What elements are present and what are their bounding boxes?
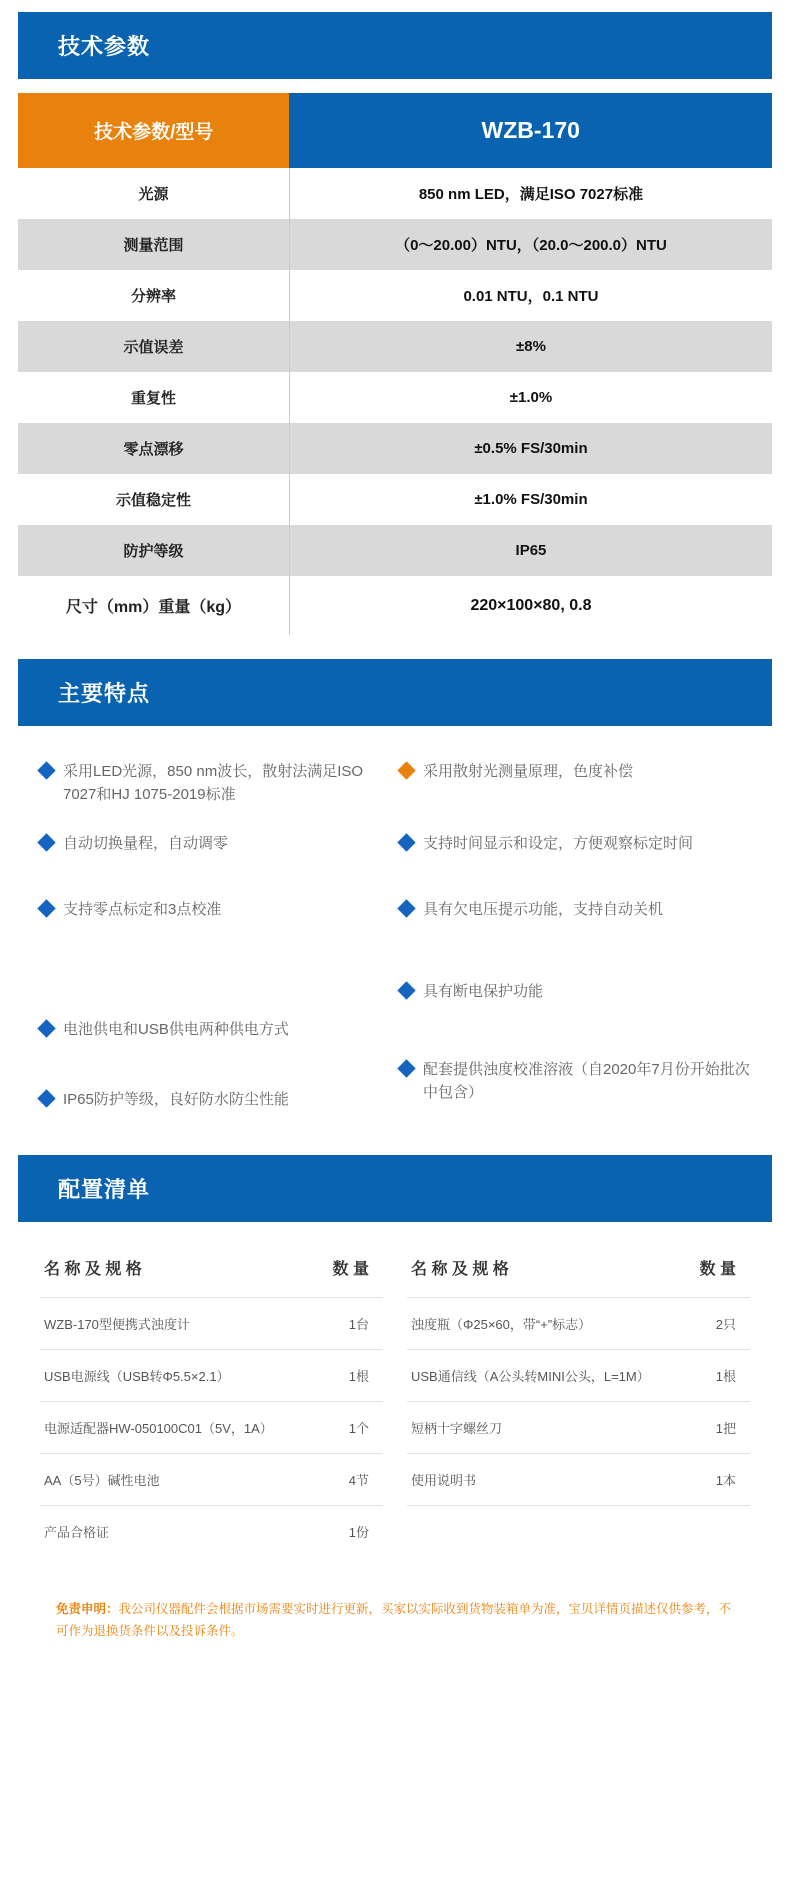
feature-text: 支持零点标定和3点校准: [63, 901, 222, 918]
feature-text: 自动切换量程，自动调零: [63, 835, 229, 852]
feature-text: 采用LED光源，850 nm波长，散射法满足ISO 7027和HJ 1075-2019标准: [63, 763, 364, 804]
list-item: [40, 1018, 390, 1088]
table-row: [18, 168, 772, 219]
spec-label: 测量范围: [18, 219, 289, 270]
table-row: [18, 219, 772, 270]
column-gap: [383, 1240, 407, 1298]
spec-value: ±8%: [289, 321, 772, 372]
list-item: [40, 1088, 390, 1111]
table-row: [18, 321, 772, 372]
spec-label: 零点漂移: [18, 423, 289, 474]
config-item-name: AA（5号）碱性电池: [40, 1454, 303, 1506]
spec-table-wrap: [18, 79, 772, 635]
features-grid: [40, 760, 750, 1111]
config-header-name-right: 名 称 及 规 格: [411, 1261, 509, 1279]
spec-value: ±0.5% FS/30min: [289, 423, 772, 474]
diamond-bullet-icon: [397, 833, 415, 851]
features-column-right: [400, 760, 750, 1111]
spec-table-header-row: [18, 93, 772, 168]
column-gap: [383, 1506, 407, 1558]
diamond-bullet-icon: [37, 1089, 55, 1107]
feature-text: 电池供电和USB供电两种供电方式: [63, 1021, 289, 1038]
list-item: [400, 832, 750, 898]
column-gap: [383, 1298, 407, 1350]
config-header-name-left: 名 称 及 规 格: [44, 1261, 142, 1279]
spec-value: 850 nm LED，满足ISO 7027标准: [289, 168, 772, 219]
disclaimer-label: 免责申明：: [56, 1602, 119, 1617]
config-item-name: 电源适配器HW-050100C01（5V，1A）: [40, 1402, 303, 1454]
list-item: [400, 760, 750, 832]
spec-value: IP65: [289, 525, 772, 576]
config-item-qty: 1根: [303, 1350, 383, 1402]
column-gap: [383, 1350, 407, 1402]
diamond-bullet-icon: [37, 833, 55, 851]
section-header-spec: 技术参数: [18, 12, 772, 79]
spec-value: 220×100×80, 0.8: [289, 576, 772, 635]
diamond-bullet-icon: [37, 1019, 55, 1037]
disclaimer-text: 我公司仪器配件会根据市场需要实时进行更新，买家以实际收到货物装箱单为准，宝贝详情页描述仅供参考，不可作为退换货条件以及投诉条件。: [56, 1602, 732, 1639]
list-item: [400, 898, 750, 980]
config-item-qty: 1台: [303, 1298, 383, 1350]
table-row: [40, 1454, 750, 1506]
spec-header-parameter: 技术参数/型号: [18, 93, 289, 168]
config-item-qty: 1个: [303, 1402, 383, 1454]
config-item-qty: 1根: [670, 1350, 750, 1402]
config-item-qty: 4节: [303, 1454, 383, 1506]
table-row: [18, 576, 772, 635]
table-row: [40, 1298, 750, 1350]
spec-label: 防护等级: [18, 525, 289, 576]
list-item: [40, 832, 390, 898]
table-row: [40, 1350, 750, 1402]
list-item: [40, 898, 390, 1018]
section-header-config: 配置清单: [18, 1155, 772, 1222]
section-header-features: 主要特点: [18, 659, 772, 726]
spec-header-model: WZB-170: [289, 93, 772, 168]
config-item-qty: [670, 1506, 750, 1558]
disclaimer: [18, 1585, 772, 1663]
table-row: [18, 474, 772, 525]
feature-text: 支持时间显示和设定，方便观察标定时间: [423, 835, 694, 852]
config-item-name: 浊度瓶（Φ25×60，带“+”标志）: [407, 1298, 670, 1350]
config-item-name: USB电源线（USB转Φ5.5×2.1）: [40, 1350, 303, 1402]
diamond-bullet-icon: [397, 761, 415, 779]
table-row: [18, 372, 772, 423]
diamond-bullet-icon: [37, 761, 55, 779]
column-gap: [383, 1402, 407, 1454]
config-table: [40, 1240, 750, 1557]
feature-text: 具有断电保护功能: [423, 983, 544, 1000]
diamond-bullet-icon: [397, 1059, 415, 1077]
spec-value: ±1.0% FS/30min: [289, 474, 772, 525]
features-section: [18, 726, 772, 1137]
config-item-qty: 2只: [670, 1298, 750, 1350]
diamond-bullet-icon: [397, 899, 415, 917]
config-item-name: 使用说明书: [407, 1454, 670, 1506]
config-header-qty-left: 数 量: [332, 1261, 369, 1279]
spec-label: 示值误差: [18, 321, 289, 372]
config-item-name: 产品合格证: [40, 1506, 303, 1558]
config-item-name: USB通信线（A公头转MINI公头，L=1M）: [407, 1350, 670, 1402]
table-row: [18, 525, 772, 576]
spec-value: ±1.0%: [289, 372, 772, 423]
spec-label: 示值稳定性: [18, 474, 289, 525]
feature-text: 具有欠电压提示功能，支持自动关机: [423, 901, 664, 918]
diamond-bullet-icon: [37, 899, 55, 917]
feature-text: 采用散射光测量原理，色度补偿: [423, 763, 634, 780]
table-row: [18, 423, 772, 474]
config-section: [18, 1222, 772, 1567]
config-item-qty: 1把: [670, 1402, 750, 1454]
config-header-row: [40, 1240, 750, 1298]
config-item-qty: 1本: [670, 1454, 750, 1506]
spec-value: （0～20.00）NTU，（20.0～200.0）NTU: [289, 219, 772, 270]
config-header-qty-right: 数 量: [699, 1261, 736, 1279]
spec-label: 光源: [18, 168, 289, 219]
feature-text: IP65防护等级，良好防水防尘性能: [63, 1091, 289, 1108]
features-column-left: [40, 760, 390, 1111]
diamond-bullet-icon: [397, 981, 415, 999]
spec-label: 尺寸（mm）重量（kg）: [18, 576, 289, 635]
list-item: [40, 760, 390, 832]
spec-label: 分辨率: [18, 270, 289, 321]
spec-table: [18, 93, 772, 635]
config-item-name: WZB-170型便携式浊度计: [40, 1298, 303, 1350]
spec-value: 0.01 NTU，0.1 NTU: [289, 270, 772, 321]
config-item-name: 短柄十字螺丝刀: [407, 1402, 670, 1454]
feature-text: 配套提供浊度校准溶液（自2020年7月份开始批次中包含）: [423, 1061, 750, 1102]
spec-label: 重复性: [18, 372, 289, 423]
config-item-name: [407, 1506, 670, 1558]
list-item: [400, 980, 750, 1058]
column-gap: [383, 1454, 407, 1506]
list-item: [400, 1058, 750, 1105]
table-row: [18, 270, 772, 321]
table-row: [40, 1402, 750, 1454]
config-item-qty: 1份: [303, 1506, 383, 1558]
table-row: [40, 1506, 750, 1558]
